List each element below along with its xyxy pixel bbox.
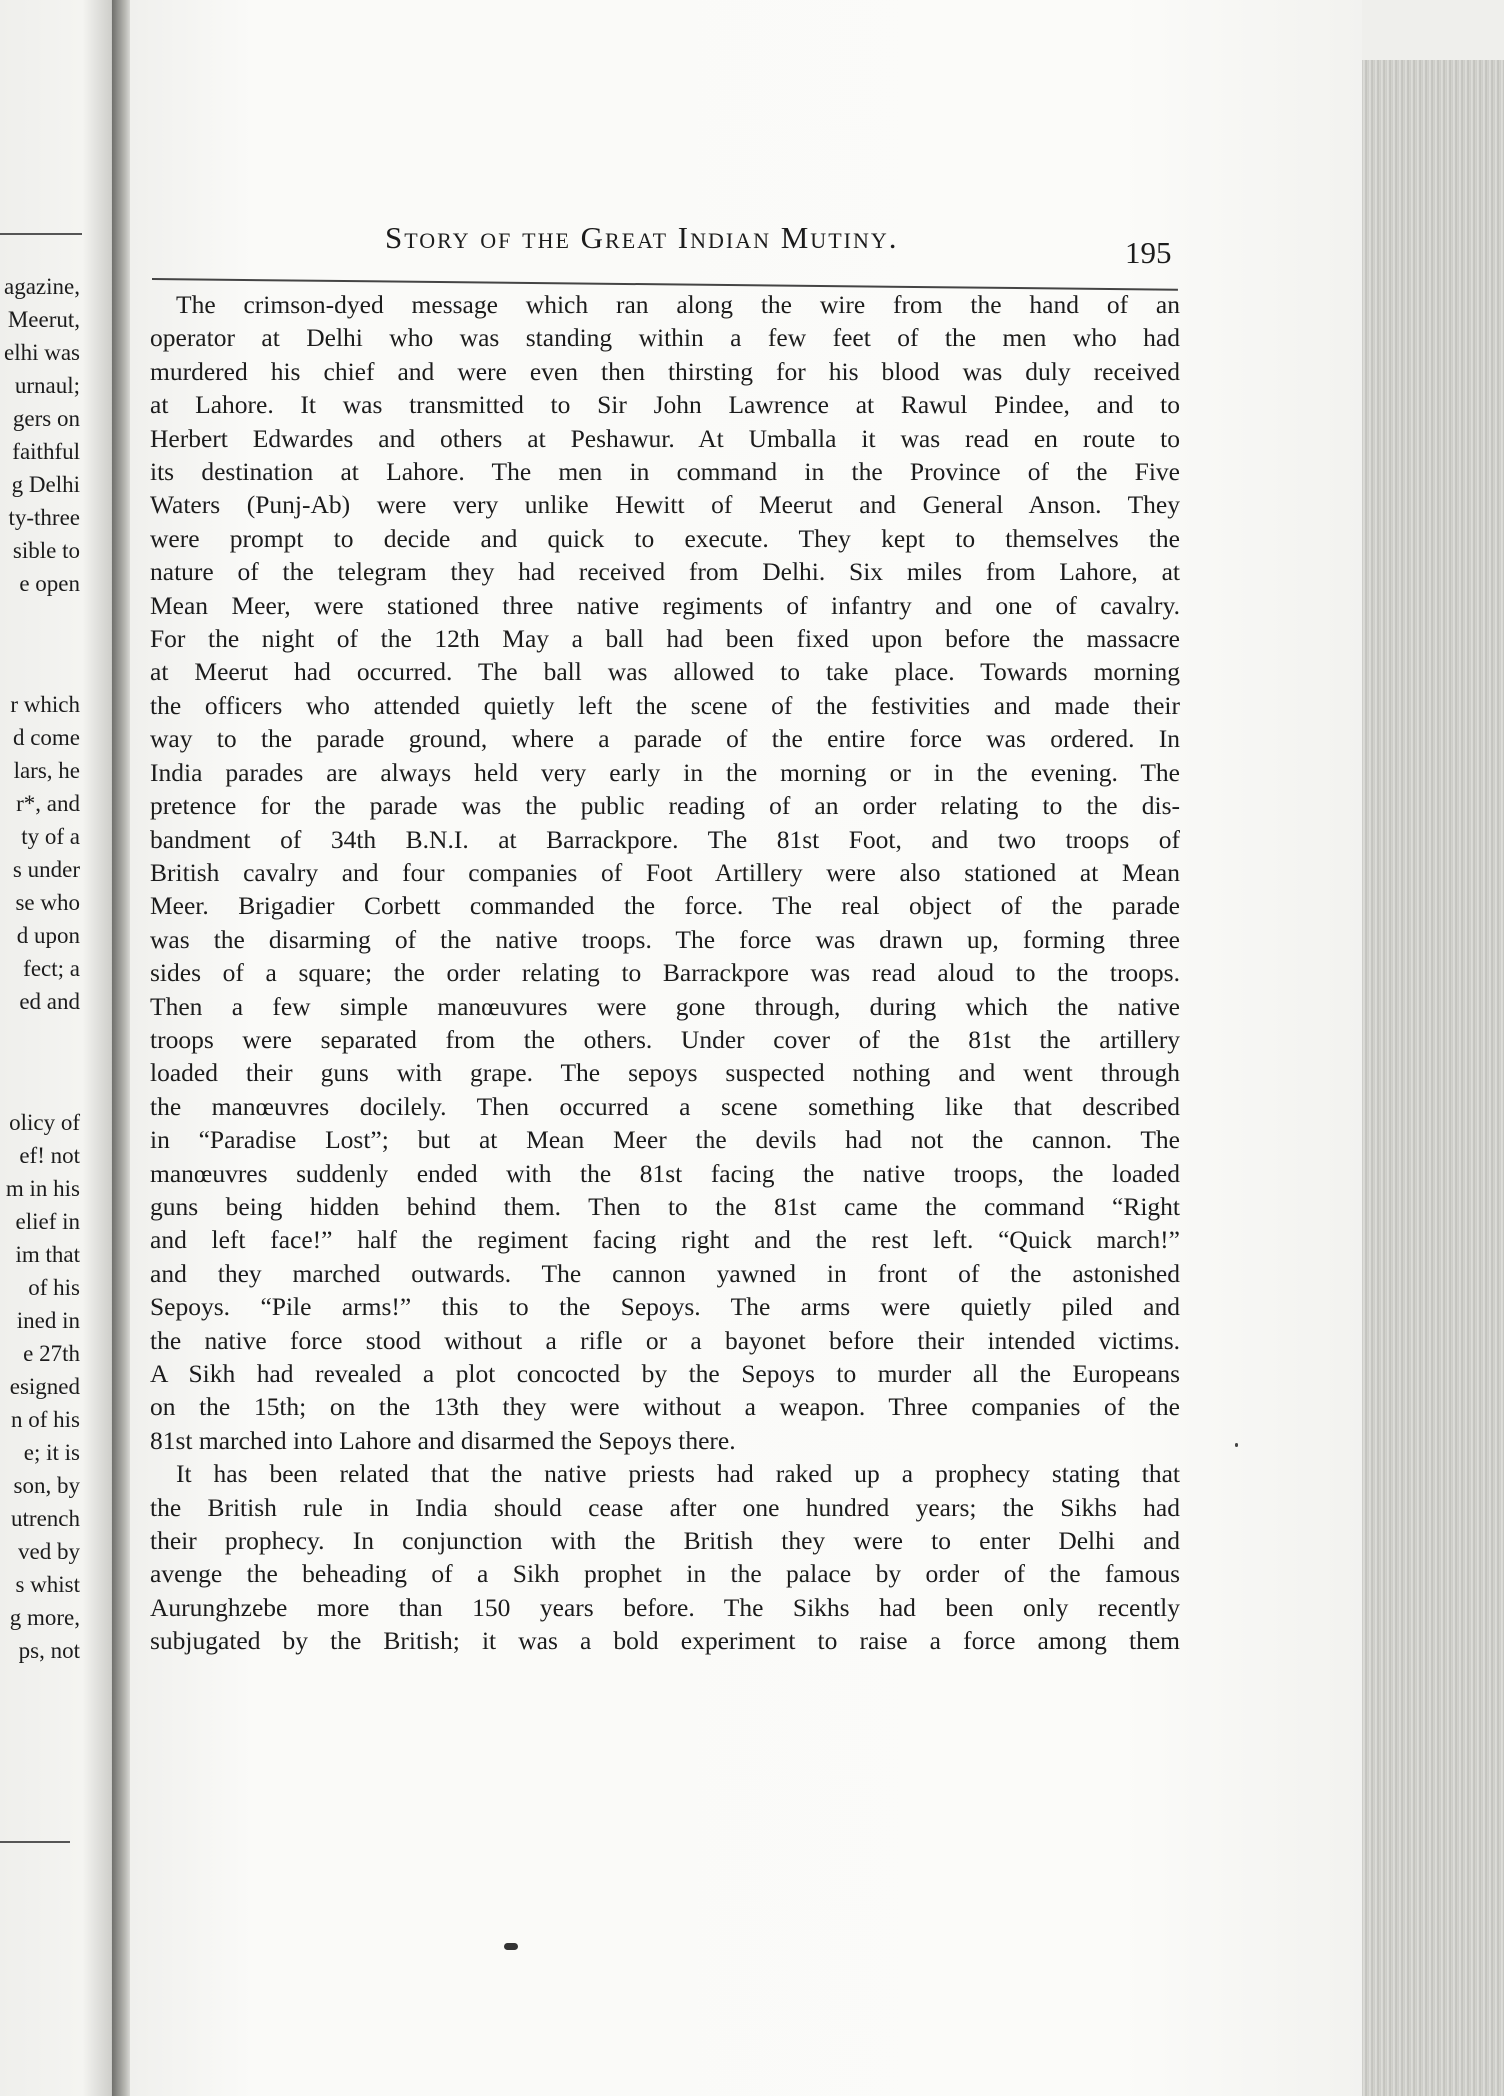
- body-line: 81st marched into Lahore and disarmed the Sepoys there.: [150, 1425, 736, 1455]
- body-line: A Sikh had revealed a plot concocted by the Sepoys to murder all the Europeans: [150, 1359, 1180, 1388]
- previous-page-fragment: urnaul;: [14, 373, 80, 398]
- previous-page-top-rule: [0, 233, 82, 235]
- ink-mark: [504, 1943, 518, 1950]
- body-line: way to the parade ground, where a parade of the entire force was ordered. In: [150, 724, 1180, 754]
- previous-page-fragment: elief in: [15, 1209, 80, 1234]
- previous-page-fragment: s under: [12, 857, 80, 882]
- previous-page-fragment: n of his: [11, 1407, 80, 1432]
- previous-page-fragment: d come: [12, 725, 80, 750]
- previous-page-fragment: ty-three: [8, 505, 80, 530]
- previous-page-fragment: agazine,: [4, 274, 80, 299]
- body-line: at Lahore. It was transmitted to Sir John Lawrence at Rawul Pindee, and to: [150, 390, 1180, 420]
- body-line: their prophecy. In conjunction with the British they were to enter Delhi and: [150, 1526, 1180, 1556]
- body-line: Sepoys. “Pile arms!” this to the Sepoys. The arms were quietly piled and: [150, 1292, 1180, 1322]
- previous-page-fragment: of his: [28, 1275, 80, 1300]
- previous-page-fragment: olicy of: [9, 1110, 80, 1135]
- previous-page-fragment: e; it is: [23, 1440, 80, 1465]
- body-line: subjugated by the British; it was a bold experiment to raise a force among them: [150, 1626, 1180, 1656]
- body-line: manœuvres suddenly ended with the 81st facing the native troops, the loaded: [150, 1158, 1180, 1188]
- body-line: the manœuvres docilely. Then occurred a scene something like that described: [150, 1091, 1180, 1121]
- previous-page-fragment: utrench: [11, 1506, 80, 1531]
- previous-page-fragment: sible to: [12, 538, 80, 563]
- previous-page-fragment: ef! not: [19, 1143, 80, 1168]
- previous-page-fragment: g more,: [9, 1605, 80, 1630]
- previous-page-fragment: m in his: [5, 1176, 80, 1201]
- body-text: [150, 288, 1180, 1658]
- body-line: its destination at Lahore. The men in command in the Province of the Five: [150, 457, 1180, 487]
- body-line: nature of the telegram they had received from Delhi. Six miles from Lahore, at: [150, 557, 1180, 587]
- page-number: 195: [1125, 235, 1172, 270]
- body-line: in “Paradise Lost”; but at Mean Meer the devils had not the cannon. The: [150, 1125, 1180, 1155]
- previous-page-fragment: Meerut,: [7, 307, 80, 332]
- page-edges-stack: [1362, 60, 1504, 2096]
- body-line: and left face!” half the regiment facing right and the rest left. “Quick march!”: [150, 1225, 1180, 1255]
- previous-page-fragment: elhi was: [3, 340, 80, 365]
- body-line: bandment of 34th B.N.I. at Barrackpore. The 81st Foot, and two troops of: [150, 824, 1180, 854]
- body-line: Then a few simple manœuvures were gone through, during which the native: [150, 991, 1180, 1021]
- previous-page-fragment: im that: [15, 1242, 80, 1267]
- body-line: troops were separated from the others. Under cover of the 81st the artillery: [150, 1024, 1180, 1054]
- body-line: Mean Meer, were stationed three native regiments of infantry and one of cavalry.: [150, 590, 1180, 620]
- previous-page-fragment: s whist: [15, 1572, 80, 1597]
- previous-page-edge: [0, 0, 118, 2096]
- previous-page-fragment: lars, he: [13, 758, 80, 783]
- previous-page-bottom-rule: [0, 1841, 70, 1843]
- previous-page-fragment: ved by: [18, 1539, 80, 1564]
- body-line: Waters (Punj-Ab) were very unlike Hewitt of Meerut and General Anson. They: [150, 490, 1180, 520]
- page-edges-top: [1362, 0, 1504, 62]
- body-line: sides of a square; the order relating to Barrackpore was read aloud to the troops.: [150, 958, 1180, 988]
- previous-page-fragment: ps, not: [18, 1638, 80, 1663]
- previous-page-fragment: g Delhi: [11, 472, 80, 497]
- body-line: Aurunghzebe more than 150 years before. The Sikhs had been only recently: [150, 1592, 1180, 1622]
- previous-page-fragment: faithful: [12, 439, 80, 464]
- previous-page-fragment: ed and: [19, 989, 80, 1014]
- body-line: operator at Delhi who was standing within a few feet of the men who had: [150, 323, 1180, 353]
- body-line: murdered his chief and were even then thirsting for his blood was duly received: [150, 356, 1180, 386]
- body-line: pretence for the parade was the public reading of an order relating to the dis-: [150, 791, 1180, 821]
- previous-page-fragment: e open: [19, 571, 80, 596]
- body-line: the native force stood without a rifle or a bayonet before their intended victims.: [150, 1325, 1180, 1355]
- previous-page-fragment: esigned: [9, 1374, 80, 1399]
- body-line: and they marched outwards. The cannon yawned in front of the astonished: [150, 1258, 1180, 1288]
- previous-page-fragment: r*, and: [16, 791, 80, 816]
- body-line: It has been related that the native priests had raked up a prophecy stating that: [176, 1459, 1180, 1489]
- body-line: was the disarming of the native troops. The force was drawn up, forming three: [150, 924, 1180, 954]
- previous-page-fragment: e 27th: [23, 1341, 80, 1366]
- body-line: For the night of the 12th May a ball had been fixed upon before the massacre: [150, 624, 1180, 654]
- body-line: Meer. Brigadier Corbett commanded the force. The real object of the parade: [150, 891, 1180, 921]
- body-line: guns being hidden behind them. Then to the 81st came the command “Right: [150, 1191, 1180, 1221]
- previous-page-fragment: son, by: [13, 1473, 80, 1498]
- body-line: British cavalry and four companies of Foot Artillery were also stationed at Mean: [150, 857, 1180, 887]
- body-line: The crimson-dyed message which ran along the wire from the hand of an: [176, 290, 1180, 319]
- previous-page-fragment: r which: [10, 692, 80, 717]
- previous-page-fragment: se who: [15, 890, 80, 915]
- running-title: Story of the Great Indian Mutiny.: [385, 220, 899, 255]
- ink-speck: [1235, 1443, 1238, 1447]
- previous-page-fragment: ined in: [16, 1308, 80, 1333]
- previous-page-fragment: d upon: [16, 923, 80, 948]
- previous-page-fragment: ty of a: [21, 824, 80, 849]
- body-line: India parades are always held very early in the morning or in the evening. The: [150, 757, 1180, 787]
- body-line: the officers who attended quietly left the scene of the festivities and made their: [150, 690, 1180, 720]
- body-line: Herbert Edwardes and others at Peshawur. At Umballa it was read en route to: [150, 423, 1180, 453]
- previous-page-fragment: fect; a: [23, 956, 80, 981]
- body-line: loaded their guns with grape. The sepoys suspected nothing and went through: [150, 1058, 1180, 1088]
- body-line: on the 15th; on the 13th they were without a weapon. Three companies of the: [150, 1392, 1180, 1422]
- previous-page-fragment: gers on: [12, 406, 80, 431]
- body-line: avenge the beheading of a Sikh prophet in the palace by order of the famous: [150, 1559, 1180, 1589]
- body-line: at Meerut had occurred. The ball was allowed to take place. Towards morning: [150, 657, 1180, 687]
- body-line: were prompt to decide and quick to execute. They kept to themselves the: [150, 523, 1180, 553]
- body-line: the British rule in India should cease after one hundred years; the Sikhs had: [150, 1492, 1180, 1522]
